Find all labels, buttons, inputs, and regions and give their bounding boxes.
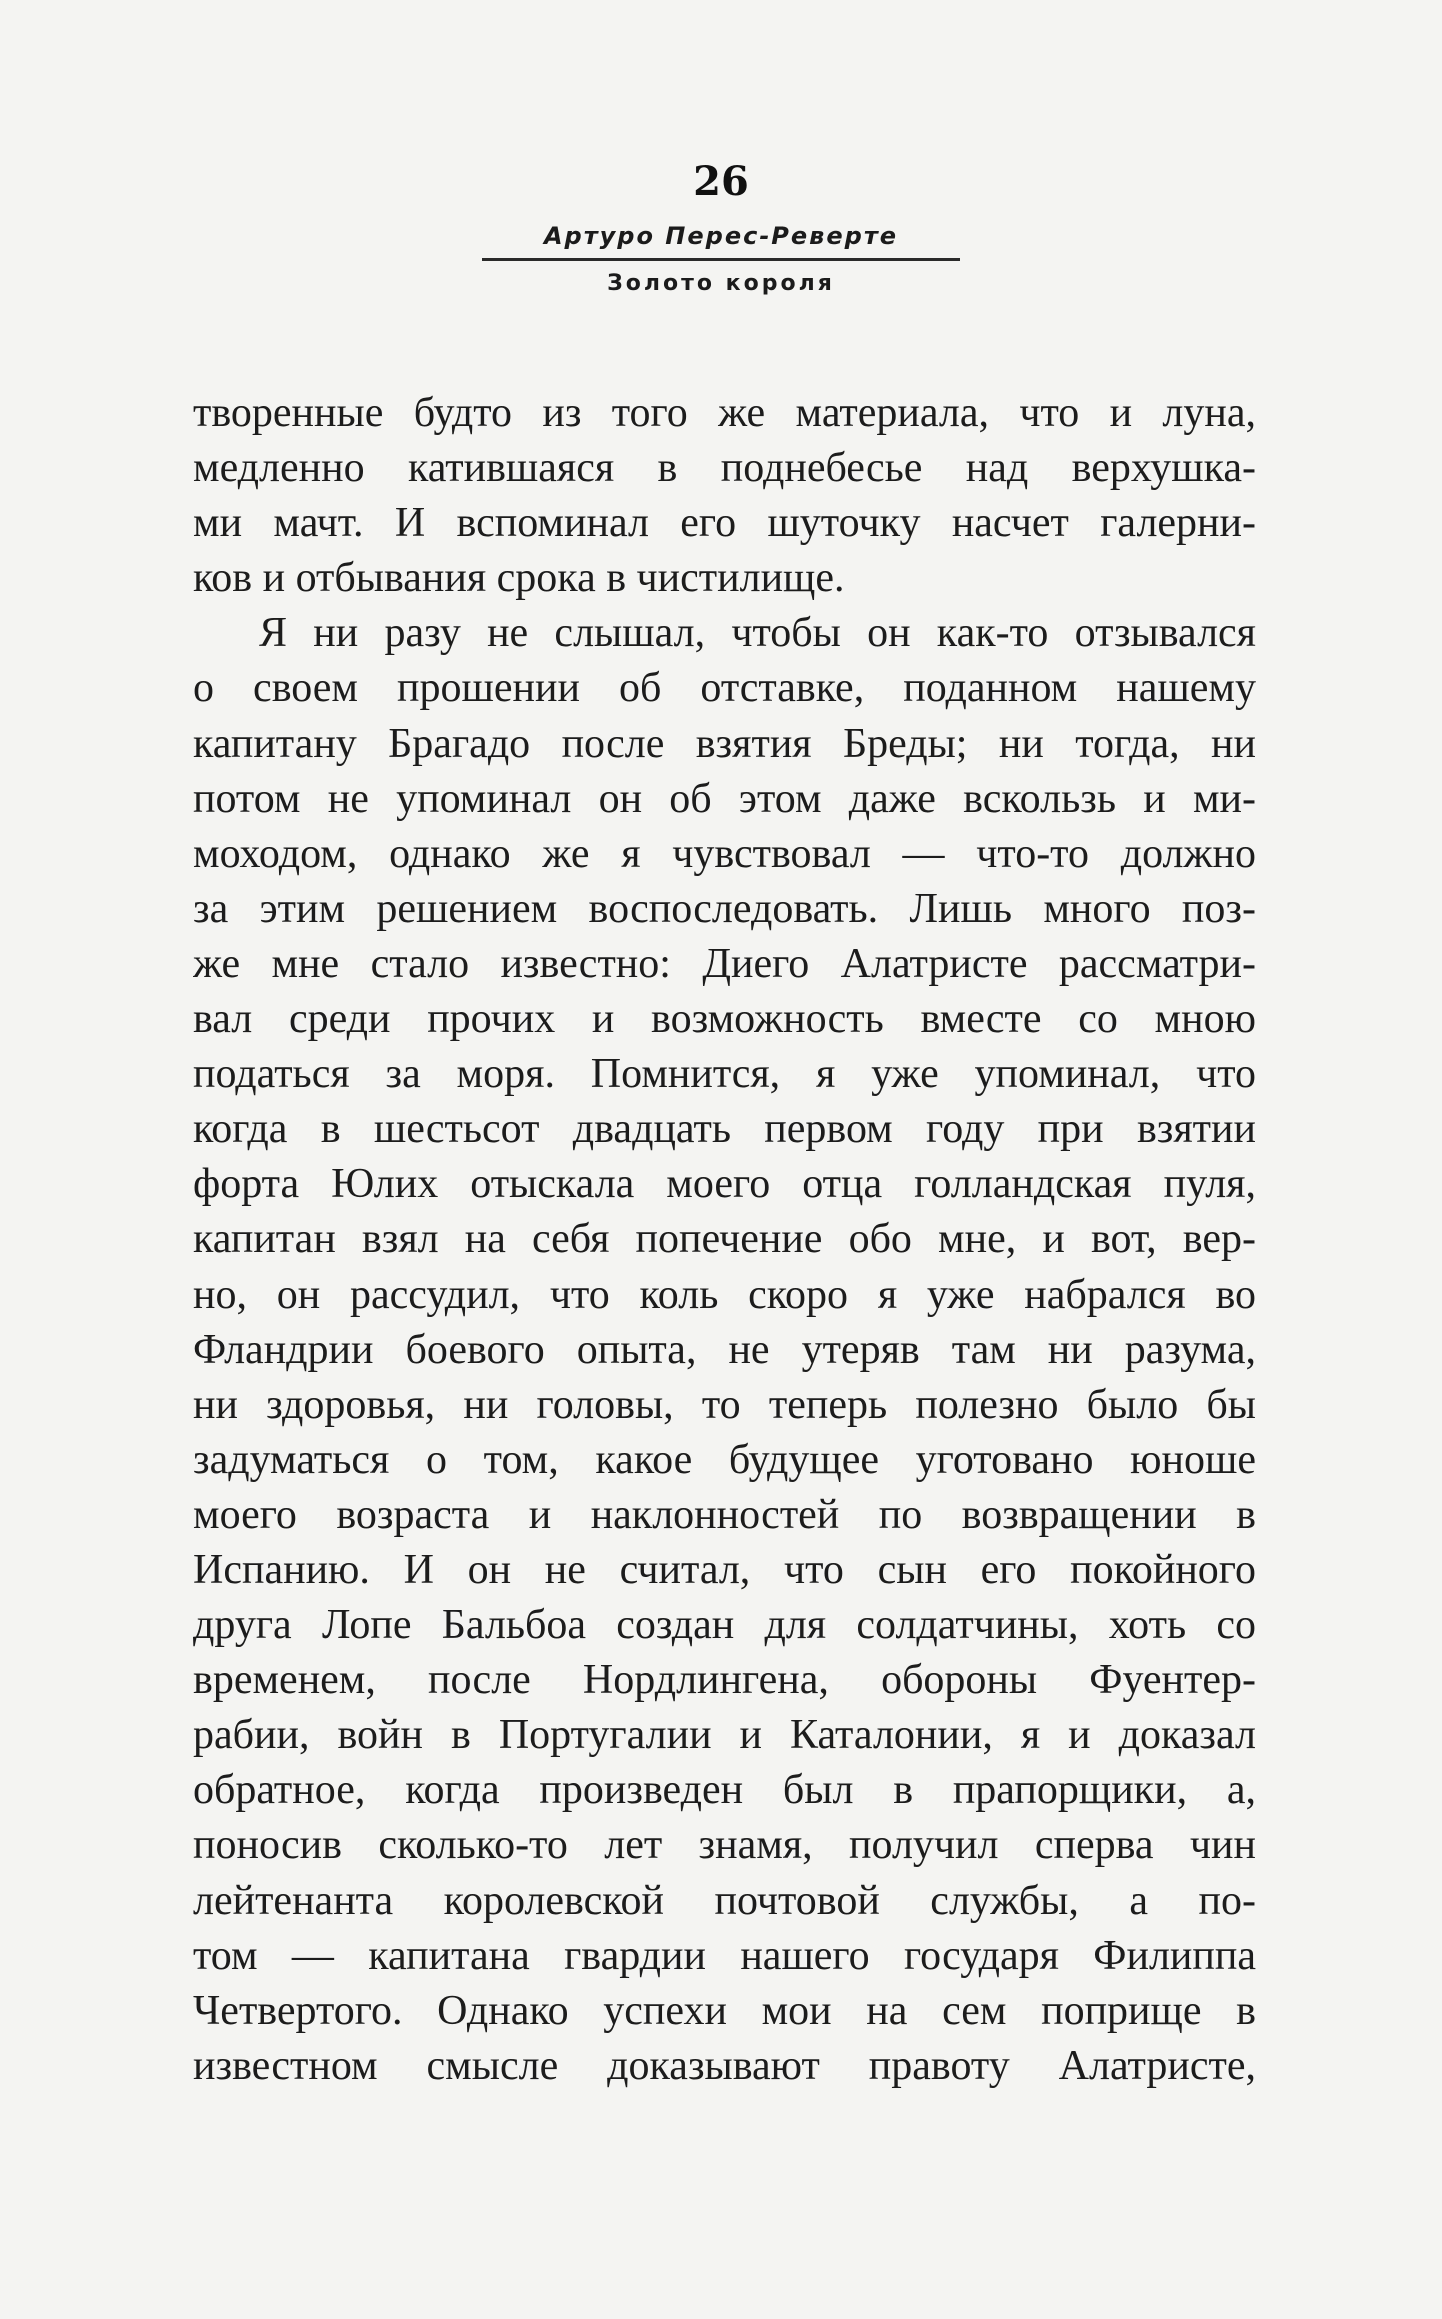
text-line: Четвертого. Однако успехи мои на сем поприще в	[193, 1987, 1256, 2034]
text-line: моего возраста и наклонностей по возвращении в	[193, 1491, 1256, 1538]
text-line: обратное, когда произведен был в прапорщики, а,	[193, 1767, 1256, 1814]
text-line: задуматься о том, какое будущее уготовано юноше	[193, 1436, 1256, 1483]
text-line: моходом, однако же я чувствовал — что-то должно	[193, 830, 1256, 877]
running-header-author: Артуро Перес-Реверте	[543, 222, 899, 250]
text-line: капитану Брагадо после взятия Бреды; ни тогда, ни	[193, 720, 1256, 767]
paragraph-last-line: ков и отбывания срока в чистилище.	[193, 555, 845, 602]
text-line: друга Лопе Бальбоа создан для солдатчины, хоть со	[193, 1602, 1256, 1649]
text-line: податься за моря. Помнится, я уже упоминал, что	[193, 1051, 1256, 1098]
text-line: поносив сколько-то лет знамя, получил сперва чин	[193, 1822, 1256, 1869]
text-line: Испанию. И он не считал, что сын его покойного	[193, 1546, 1256, 1593]
text-line: когда в шестьсот двадцать первом году при взятии	[193, 1106, 1256, 1153]
text-line: рабии, войн в Португалии и Каталонии, я и доказал	[193, 1712, 1256, 1759]
text-line: вал среди прочих и возможность вместе со мною	[193, 996, 1256, 1043]
text-line: временем, после Нордлингена, обороны Фуентер-	[193, 1657, 1256, 1704]
text-line: лейтенанта королевской почтовой службы, а по-	[193, 1877, 1256, 1924]
text-line: же мне стало известно: Диего Алатристе рассматри-	[193, 940, 1256, 987]
body-text	[193, 386, 1256, 2186]
running-header	[0, 158, 1442, 299]
text-line: капитан взял на себя попечение обо мне, и вот, вер-	[193, 1216, 1256, 1263]
page-number: 26	[693, 158, 749, 205]
paragraph-first-line: Я ни разу не слышал, чтобы он как-то отзывался	[259, 610, 1256, 657]
text-line: потом не упоминал он об этом даже вскользь и ми-	[193, 775, 1256, 822]
running-header-title: Золото короля	[607, 271, 835, 296]
text-line: форта Юлих отыскала моего отца голландская пуля,	[193, 1161, 1256, 1208]
text-line: ни здоровья, ни головы, то теперь полезно было бы	[193, 1381, 1256, 1428]
header-divider	[482, 258, 960, 261]
text-line: ми мачт. И вспоминал его шуточку насчет галерни-	[193, 500, 1256, 547]
text-line: о своем прошении об отставке, поданном нашему	[193, 665, 1256, 712]
text-line: за этим решением воспоследовать. Лишь много поз-	[193, 885, 1256, 932]
text-line: известном смысле доказывают правоту Алатристе,	[193, 2042, 1256, 2089]
text-line: Фландрии боевого опыта, не утеряв там ни разума,	[193, 1326, 1256, 1373]
text-line: творенные будто из того же материала, что и луна,	[193, 390, 1256, 436]
text-line: том — капитана гвардии нашего государя Филиппа	[193, 1932, 1256, 1979]
text-line: медленно катившаяся в поднебесье над верхушка-	[193, 445, 1256, 492]
text-line: но, он рассудил, что коль скоро я уже набрался во	[193, 1271, 1256, 1318]
